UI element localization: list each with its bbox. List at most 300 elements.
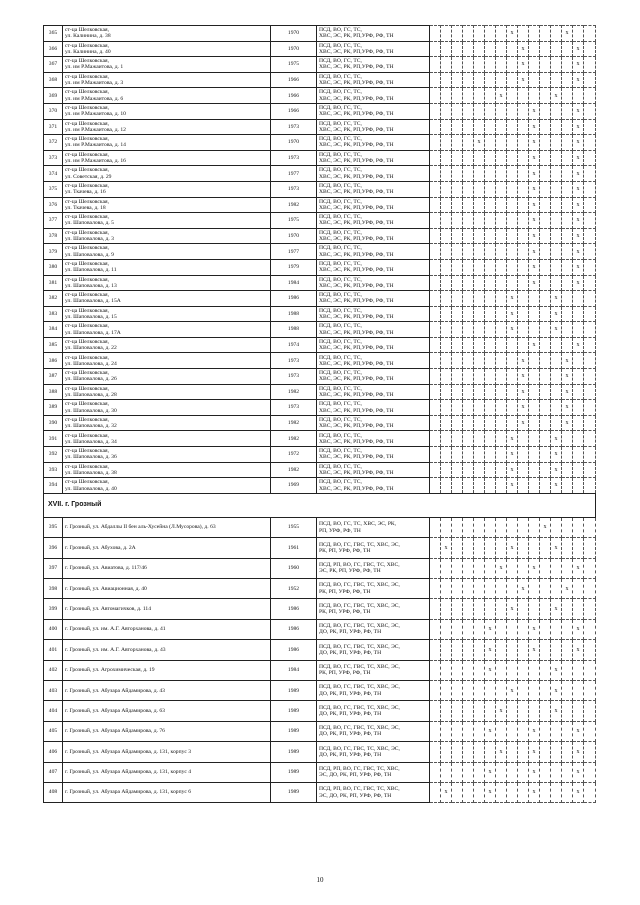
row-mark <box>441 369 452 385</box>
row-mark <box>518 640 529 660</box>
row-mark <box>430 353 441 369</box>
row-mark <box>485 150 496 166</box>
row-mark: x <box>551 462 562 478</box>
row-number: 384 <box>44 322 63 338</box>
table-row <box>44 599 596 619</box>
row-mark: x <box>529 742 540 762</box>
row-year: 1975 <box>271 213 317 229</box>
row-mark: x <box>573 119 584 135</box>
row-mark <box>452 275 463 291</box>
row-mark <box>452 640 463 660</box>
row-mark <box>562 275 573 291</box>
row-year: 1970 <box>271 228 317 244</box>
row-mark <box>529 291 540 307</box>
row-mark: x <box>551 701 562 721</box>
row-mark <box>540 384 551 400</box>
row-mark <box>584 447 596 463</box>
row-mark <box>540 291 551 307</box>
row-mark <box>430 166 441 182</box>
row-year: 1986 <box>271 291 317 307</box>
row-mark: x <box>518 415 529 431</box>
row-address: ст-ца Шелковская, ул. Шаповалова, д. 3 <box>63 228 271 244</box>
row-mark <box>496 400 507 416</box>
row-mark: x <box>562 578 573 598</box>
row-mark <box>496 384 507 400</box>
row-mark <box>452 538 463 558</box>
row-mark <box>507 762 518 782</box>
row-mark <box>551 619 562 639</box>
row-year: 1986 <box>271 619 317 639</box>
row-mark <box>573 400 584 416</box>
row-mark: x <box>529 213 540 229</box>
row-mark: x <box>485 721 496 741</box>
row-mark <box>485 275 496 291</box>
row-address: ст-ца Шелковская, ул. Шаповалова, д. 30 <box>63 400 271 416</box>
row-mark <box>485 291 496 307</box>
row-mark <box>430 306 441 322</box>
row-mark <box>529 88 540 104</box>
row-mark <box>474 337 485 353</box>
table-row <box>44 150 596 166</box>
row-mark <box>485 213 496 229</box>
row-works: ПСД, РП, ВО, ГС, ГВС, ТС, ХВС, ЭС, РК, РП, УРФ, РФ, ТН <box>317 558 430 578</box>
row-mark <box>463 558 474 578</box>
row-mark <box>485 462 496 478</box>
row-works: ПСД, ВО, ГС, ГВС, ТС, ХВС, ЭС, ДО, РК, РП, УРФ, РФ, ТН <box>317 640 430 660</box>
row-number: 395 <box>44 517 63 537</box>
row-mark: x <box>573 275 584 291</box>
row-address: ст-ца Шелковская, ул. им Р.Мажаитова, д. 14 <box>63 135 271 151</box>
row-number: 391 <box>44 431 63 447</box>
row-year: 1961 <box>271 538 317 558</box>
row-mark <box>474 119 485 135</box>
row-number: 393 <box>44 462 63 478</box>
row-mark <box>518 478 529 494</box>
row-mark: x <box>529 119 540 135</box>
row-mark <box>485 400 496 416</box>
row-mark <box>507 259 518 275</box>
row-mark <box>463 135 474 151</box>
row-mark <box>430 291 441 307</box>
row-mark <box>529 538 540 558</box>
row-mark <box>584 228 596 244</box>
row-mark <box>474 721 485 741</box>
row-works: ПСД, ВО, ГС, ТС, ХВС, ЭС, РК, РП,УРФ, РФ, ТН <box>317 228 430 244</box>
row-mark <box>441 400 452 416</box>
row-mark <box>562 721 573 741</box>
row-mark: x <box>562 415 573 431</box>
row-address: г. Грозный, ул. Абузара Айдамирова, д. 76 <box>63 721 271 741</box>
row-address: ст-ца Шелковская, ул. Шаповалова, д. 22 <box>63 337 271 353</box>
row-mark <box>452 384 463 400</box>
row-mark <box>463 384 474 400</box>
row-year: 1960 <box>271 558 317 578</box>
row-works: ПСД, ВО, ГС, ТС, ХВС, ЭС, РК, РП,УРФ, РФ, ТН <box>317 244 430 260</box>
row-works: ПСД, ВО, ГС, ТС, ХВС, ЭС, РК, РП,УРФ, РФ, ТН <box>317 41 430 57</box>
row-mark <box>562 538 573 558</box>
row-number: 390 <box>44 415 63 431</box>
row-mark <box>463 353 474 369</box>
row-mark <box>540 135 551 151</box>
row-mark <box>551 517 562 537</box>
table-row <box>44 26 596 42</box>
row-mark <box>540 88 551 104</box>
row-mark <box>441 721 452 741</box>
row-works: ПСД, ВО, ГС, ТС, ХВС, ЭС, РК, РП,УРФ, РФ, ТН <box>317 259 430 275</box>
row-mark: x <box>551 88 562 104</box>
row-mark <box>562 119 573 135</box>
row-mark <box>551 782 562 802</box>
row-mark <box>496 431 507 447</box>
row-mark <box>584 462 596 478</box>
row-mark <box>518 322 529 338</box>
row-mark: x <box>518 57 529 73</box>
row-mark <box>584 640 596 660</box>
row-mark <box>562 181 573 197</box>
row-mark <box>452 742 463 762</box>
row-mark <box>430 337 441 353</box>
row-works: ПСД, ВО, ГС, ТС, ХВС, ЭС, РК, РП,УРФ, РФ, ТН <box>317 337 430 353</box>
row-mark <box>452 680 463 700</box>
row-mark <box>441 353 452 369</box>
row-mark <box>441 26 452 42</box>
row-mark: x <box>573 558 584 578</box>
row-works: ПСД, ВО, ГС, ТС, ХВС, ЭС, РК, РП,УРФ, РФ, ТН <box>317 291 430 307</box>
row-mark <box>562 72 573 88</box>
row-mark <box>562 431 573 447</box>
row-number: 405 <box>44 721 63 741</box>
row-number: 399 <box>44 599 63 619</box>
row-mark <box>529 462 540 478</box>
row-mark <box>474 660 485 680</box>
row-works: ПСД, ВО, ГС, ГВС, ТС, ХВС, ЭС, РК, РП, УРФ, РФ, ТН <box>317 599 430 619</box>
row-mark <box>551 762 562 782</box>
row-mark <box>540 462 551 478</box>
row-works: ПСД, ВО, ГС, ТС, ХВС, ЭС, РК, РП,УРФ, РФ, ТН <box>317 275 430 291</box>
registry-table <box>43 25 596 803</box>
row-mark <box>430 578 441 598</box>
table-row <box>44 619 596 639</box>
row-mark <box>463 762 474 782</box>
row-address: г. Грозный, ул. Абузара Айдамирова, д. 131, корпус 3 <box>63 742 271 762</box>
row-mark <box>441 228 452 244</box>
row-mark: x <box>551 680 562 700</box>
row-mark: x <box>573 640 584 660</box>
row-mark <box>584 431 596 447</box>
row-mark <box>463 150 474 166</box>
row-mark <box>540 619 551 639</box>
row-mark <box>573 447 584 463</box>
row-mark <box>463 197 474 213</box>
row-address: г. Грозный, ул. Автомагичков, д. 114 <box>63 599 271 619</box>
row-address: ст-ца Шелковская, ул. им Р.Мажаитова, д. 1 <box>63 57 271 73</box>
row-mark <box>540 558 551 578</box>
row-mark <box>452 57 463 73</box>
row-address: ст-ца Шелковская, ул. Шаповалова, д. 24 <box>63 353 271 369</box>
row-address: г. Грозный, ул. Абузара Айдамирова, д. 131, корпус 4 <box>63 762 271 782</box>
row-mark <box>507 353 518 369</box>
row-mark <box>463 400 474 416</box>
row-mark <box>452 782 463 802</box>
row-mark <box>507 150 518 166</box>
row-mark <box>551 57 562 73</box>
row-mark <box>430 415 441 431</box>
row-mark <box>496 26 507 42</box>
row-year: 1975 <box>271 57 317 73</box>
row-mark <box>562 306 573 322</box>
row-mark <box>529 322 540 338</box>
row-mark <box>441 415 452 431</box>
row-mark <box>474 228 485 244</box>
row-mark <box>529 353 540 369</box>
row-mark <box>441 306 452 322</box>
row-mark <box>474 558 485 578</box>
row-works: ПСД, ВО, ГС, ТС, ХВС, ЭС, РК, РП,УРФ, РФ, ТН <box>317 166 430 182</box>
row-mark <box>441 384 452 400</box>
row-mark <box>562 701 573 721</box>
row-mark <box>485 353 496 369</box>
row-works: ПСД, ВО, ГС, ГВС, ТС, ХВС, ЭС, РК, РП, УРФ, РФ, ТН <box>317 578 430 598</box>
row-number: 398 <box>44 578 63 598</box>
row-year: 1973 <box>271 181 317 197</box>
row-mark <box>507 384 518 400</box>
row-address: ст-ца Шелковская, ул. им Р.Мажаитова, д. 3 <box>63 72 271 88</box>
row-mark: x <box>529 244 540 260</box>
row-mark <box>463 166 474 182</box>
row-address: ст-ца Шелковская, ул. Шаповалова, д. 40 <box>63 478 271 494</box>
row-number: 400 <box>44 619 63 639</box>
table-row <box>44 57 596 73</box>
row-mark <box>452 306 463 322</box>
row-mark <box>474 275 485 291</box>
row-mark <box>474 181 485 197</box>
row-mark <box>584 103 596 119</box>
row-mark <box>474 291 485 307</box>
row-mark: x <box>573 782 584 802</box>
row-mark: x <box>529 275 540 291</box>
row-mark <box>430 782 441 802</box>
row-mark <box>452 72 463 88</box>
row-mark <box>540 275 551 291</box>
row-works: ПСД, ВО, ГС, ТС, ХВС, ЭС, РК, РП,УРФ, РФ, ТН <box>317 103 430 119</box>
row-mark <box>452 228 463 244</box>
row-mark <box>584 660 596 680</box>
row-mark <box>485 322 496 338</box>
row-mark <box>430 447 441 463</box>
row-mark <box>463 701 474 721</box>
row-mark <box>452 558 463 578</box>
row-number: 374 <box>44 166 63 182</box>
row-mark <box>507 88 518 104</box>
row-mark <box>463 41 474 57</box>
row-mark <box>463 538 474 558</box>
row-mark <box>496 447 507 463</box>
row-mark <box>485 119 496 135</box>
row-address: ст-ца Шелковская, ул. им Р.Мажаитова, д. 6 <box>63 88 271 104</box>
row-mark <box>485 369 496 385</box>
row-mark <box>474 431 485 447</box>
row-mark <box>452 150 463 166</box>
row-mark: x <box>573 150 584 166</box>
row-mark <box>474 447 485 463</box>
row-mark <box>474 26 485 42</box>
row-mark: x <box>529 721 540 741</box>
row-mark: x <box>485 640 496 660</box>
row-mark <box>540 538 551 558</box>
row-mark <box>496 578 507 598</box>
row-mark <box>551 742 562 762</box>
row-mark <box>463 26 474 42</box>
row-mark <box>540 26 551 42</box>
row-mark <box>573 478 584 494</box>
row-mark <box>562 135 573 151</box>
row-mark <box>584 369 596 385</box>
row-mark <box>551 135 562 151</box>
row-mark <box>507 415 518 431</box>
row-mark <box>452 135 463 151</box>
row-mark <box>441 88 452 104</box>
row-mark <box>540 150 551 166</box>
row-number: 378 <box>44 228 63 244</box>
row-mark <box>452 353 463 369</box>
row-mark <box>496 103 507 119</box>
row-year: 1982 <box>271 384 317 400</box>
row-mark <box>474 517 485 537</box>
row-mark <box>573 578 584 598</box>
row-mark <box>518 306 529 322</box>
table-row <box>44 400 596 416</box>
table-row <box>44 228 596 244</box>
row-mark <box>496 762 507 782</box>
row-mark <box>474 150 485 166</box>
row-address: г. Грозный, ул. им. А.Г. Авторханова, д. 41 <box>63 619 271 639</box>
table-row <box>44 306 596 322</box>
row-mark: x <box>507 538 518 558</box>
row-number: 377 <box>44 213 63 229</box>
row-mark <box>474 762 485 782</box>
row-mark: x <box>573 72 584 88</box>
table-row <box>44 244 596 260</box>
row-mark <box>573 369 584 385</box>
row-mark <box>430 88 441 104</box>
row-mark <box>430 640 441 660</box>
row-mark: x <box>518 400 529 416</box>
row-mark <box>573 660 584 680</box>
table-row <box>44 135 596 151</box>
row-mark <box>441 517 452 537</box>
row-mark: x <box>496 701 507 721</box>
row-mark <box>562 166 573 182</box>
row-mark <box>562 103 573 119</box>
row-year: 1966 <box>271 103 317 119</box>
row-year: 1973 <box>271 150 317 166</box>
row-mark <box>452 291 463 307</box>
row-mark <box>474 742 485 762</box>
row-year: 1955 <box>271 517 317 537</box>
row-mark <box>562 447 573 463</box>
row-address: ст-ца Шелковская, ул. Ткачева, д. 18 <box>63 197 271 213</box>
row-mark: x <box>518 353 529 369</box>
row-mark <box>507 619 518 639</box>
row-address: ст-ца Шелковская, ул. Шаповалова, д. 5 <box>63 213 271 229</box>
row-mark <box>573 538 584 558</box>
row-mark <box>441 197 452 213</box>
row-mark: x <box>507 431 518 447</box>
row-mark <box>463 213 474 229</box>
row-year: 1982 <box>271 462 317 478</box>
row-mark <box>540 213 551 229</box>
row-mark <box>518 135 529 151</box>
row-mark <box>496 478 507 494</box>
row-mark <box>452 721 463 741</box>
row-mark: x <box>496 88 507 104</box>
row-mark <box>452 701 463 721</box>
row-works: ПСД, ВО, ГС, ТС, ХВС, ЭС, РК, РП,УРФ, РФ, ТН <box>317 306 430 322</box>
row-mark <box>474 57 485 73</box>
row-mark <box>518 721 529 741</box>
row-mark <box>485 88 496 104</box>
row-mark <box>474 384 485 400</box>
row-works: ПСД, ВО, ГС, ТС, ХВС, ЭС, РК, РП, УРФ, РФ, ТН <box>317 517 430 537</box>
row-mark <box>430 619 441 639</box>
row-mark <box>463 244 474 260</box>
row-mark: x <box>551 291 562 307</box>
row-number: 407 <box>44 762 63 782</box>
row-mark <box>584 275 596 291</box>
row-address: ст-ца Шелковская, ул. Шаповалова, д. 11 <box>63 259 271 275</box>
row-works: ПСД, ВО, ГС, ТС, ХВС, ЭС, РК, РП,УРФ, РФ, ТН <box>317 447 430 463</box>
row-mark <box>430 26 441 42</box>
row-mark <box>485 447 496 463</box>
row-mark <box>474 213 485 229</box>
row-mark: x <box>529 228 540 244</box>
row-number: 408 <box>44 782 63 802</box>
row-mark <box>452 166 463 182</box>
row-works: ПСД, ВО, ГС, ТС, ХВС, ЭС, РК, РП,УРФ, РФ, ТН <box>317 197 430 213</box>
table-row <box>44 41 596 57</box>
row-mark <box>441 478 452 494</box>
registry-sheet <box>43 25 596 803</box>
row-mark <box>562 558 573 578</box>
row-mark <box>430 660 441 680</box>
row-works: ПСД, РП, ВО, ГС, ГВС, ТС, ХВС, ЭС, ДО, РК, РП, УРФ, РФ, ТН <box>317 762 430 782</box>
table-row <box>44 369 596 385</box>
row-mark <box>485 384 496 400</box>
row-works: ПСД, ВО, ГС, ТС, ХВС, ЭС, РК, РП,УРФ, РФ, ТН <box>317 431 430 447</box>
row-mark <box>584 415 596 431</box>
row-mark: x <box>518 578 529 598</box>
row-mark <box>551 259 562 275</box>
row-mark <box>518 782 529 802</box>
row-mark <box>496 150 507 166</box>
row-address: ст-ца Шелковская, ул. Шаповалова, д. 17А <box>63 322 271 338</box>
row-mark <box>540 181 551 197</box>
row-mark: x <box>573 213 584 229</box>
row-mark <box>507 166 518 182</box>
row-address: ст-ца Шелковская, ул. Ткачева, д. 16 <box>63 181 271 197</box>
row-mark: x <box>529 337 540 353</box>
row-mark <box>507 41 518 57</box>
row-mark: x <box>573 197 584 213</box>
row-mark <box>463 337 474 353</box>
row-year: 1979 <box>271 259 317 275</box>
row-works: ПСД, ВО, ГС, ТС, ХВС, ЭС, РК, РП,УРФ, РФ, ТН <box>317 462 430 478</box>
table-row <box>44 72 596 88</box>
row-mark <box>496 660 507 680</box>
row-mark: x <box>485 762 496 782</box>
row-year: 1988 <box>271 306 317 322</box>
row-mark <box>573 353 584 369</box>
